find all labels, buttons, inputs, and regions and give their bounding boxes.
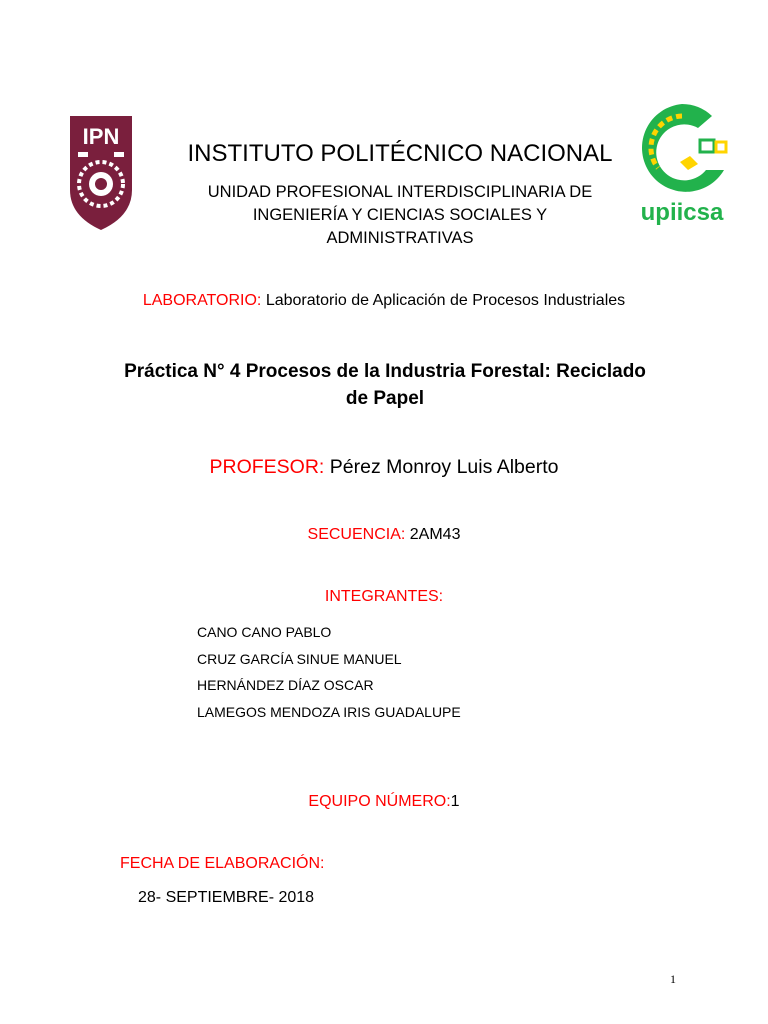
laboratorio-label: LABORATORIO: [142, 292, 262, 309]
member-item: CANO CANO PABLO [197, 624, 332, 640]
member-item: LAMEGOS MENDOZA IRIS GUADALUPE [197, 703, 461, 720]
unidad-line-1: UNIDAD PROFESIONAL INTERDISCIPLINARIA DE [207, 183, 593, 201]
secuencia-value: 2AM43 [405, 526, 461, 543]
institute-title: INSTITUTO POLITÉCNICO NACIONAL [187, 140, 613, 167]
practice-title-line-1: Práctica N° 4 Procesos de la Industria Forestal: Reciclado [124, 361, 646, 382]
member-item: CRUZ GARCÍA SINUE MANUEL [197, 650, 402, 667]
unidad-line-2: INGENIERÍA Y CIENCIAS SOCIALES Y [252, 206, 548, 224]
members-list [197, 619, 461, 725]
unidad-line-3: ADMINISTRATIVAS [326, 229, 474, 247]
ipn-logo-text: IPN [82, 124, 120, 149]
laboratorio-line [0, 292, 768, 310]
equipo-line [0, 793, 768, 811]
unidad-name [180, 181, 620, 250]
page-number: 1 [670, 972, 676, 986]
ipn-logo [64, 112, 138, 232]
practice-title-line-2: de Papel [345, 388, 425, 409]
practice-title [90, 358, 680, 412]
member-item: HERNÁNDEZ DÍAZ OSCAR [197, 677, 374, 693]
upiicsa-logo-text: upiicsa [640, 199, 724, 226]
profesor-label: PROFESOR: [209, 456, 325, 478]
secuencia-label: SECUENCIA: [307, 526, 406, 543]
fecha-heading: FECHA DE ELABORACIÓN: [120, 855, 325, 872]
equipo-value: 1 [450, 793, 460, 810]
profesor-line [0, 456, 768, 479]
profesor-value: Pérez Monroy Luis Alberto [324, 456, 559, 478]
fecha-value: 28- SEPTIEMBRE- 2018 [138, 889, 315, 906]
integrantes-heading: INTEGRANTES: [324, 588, 444, 605]
secuencia-line [0, 526, 768, 544]
equipo-label: EQUIPO NÚMERO: [308, 793, 451, 810]
laboratorio-value: Laboratorio de Aplicación de Procesos Industriales [261, 292, 626, 309]
